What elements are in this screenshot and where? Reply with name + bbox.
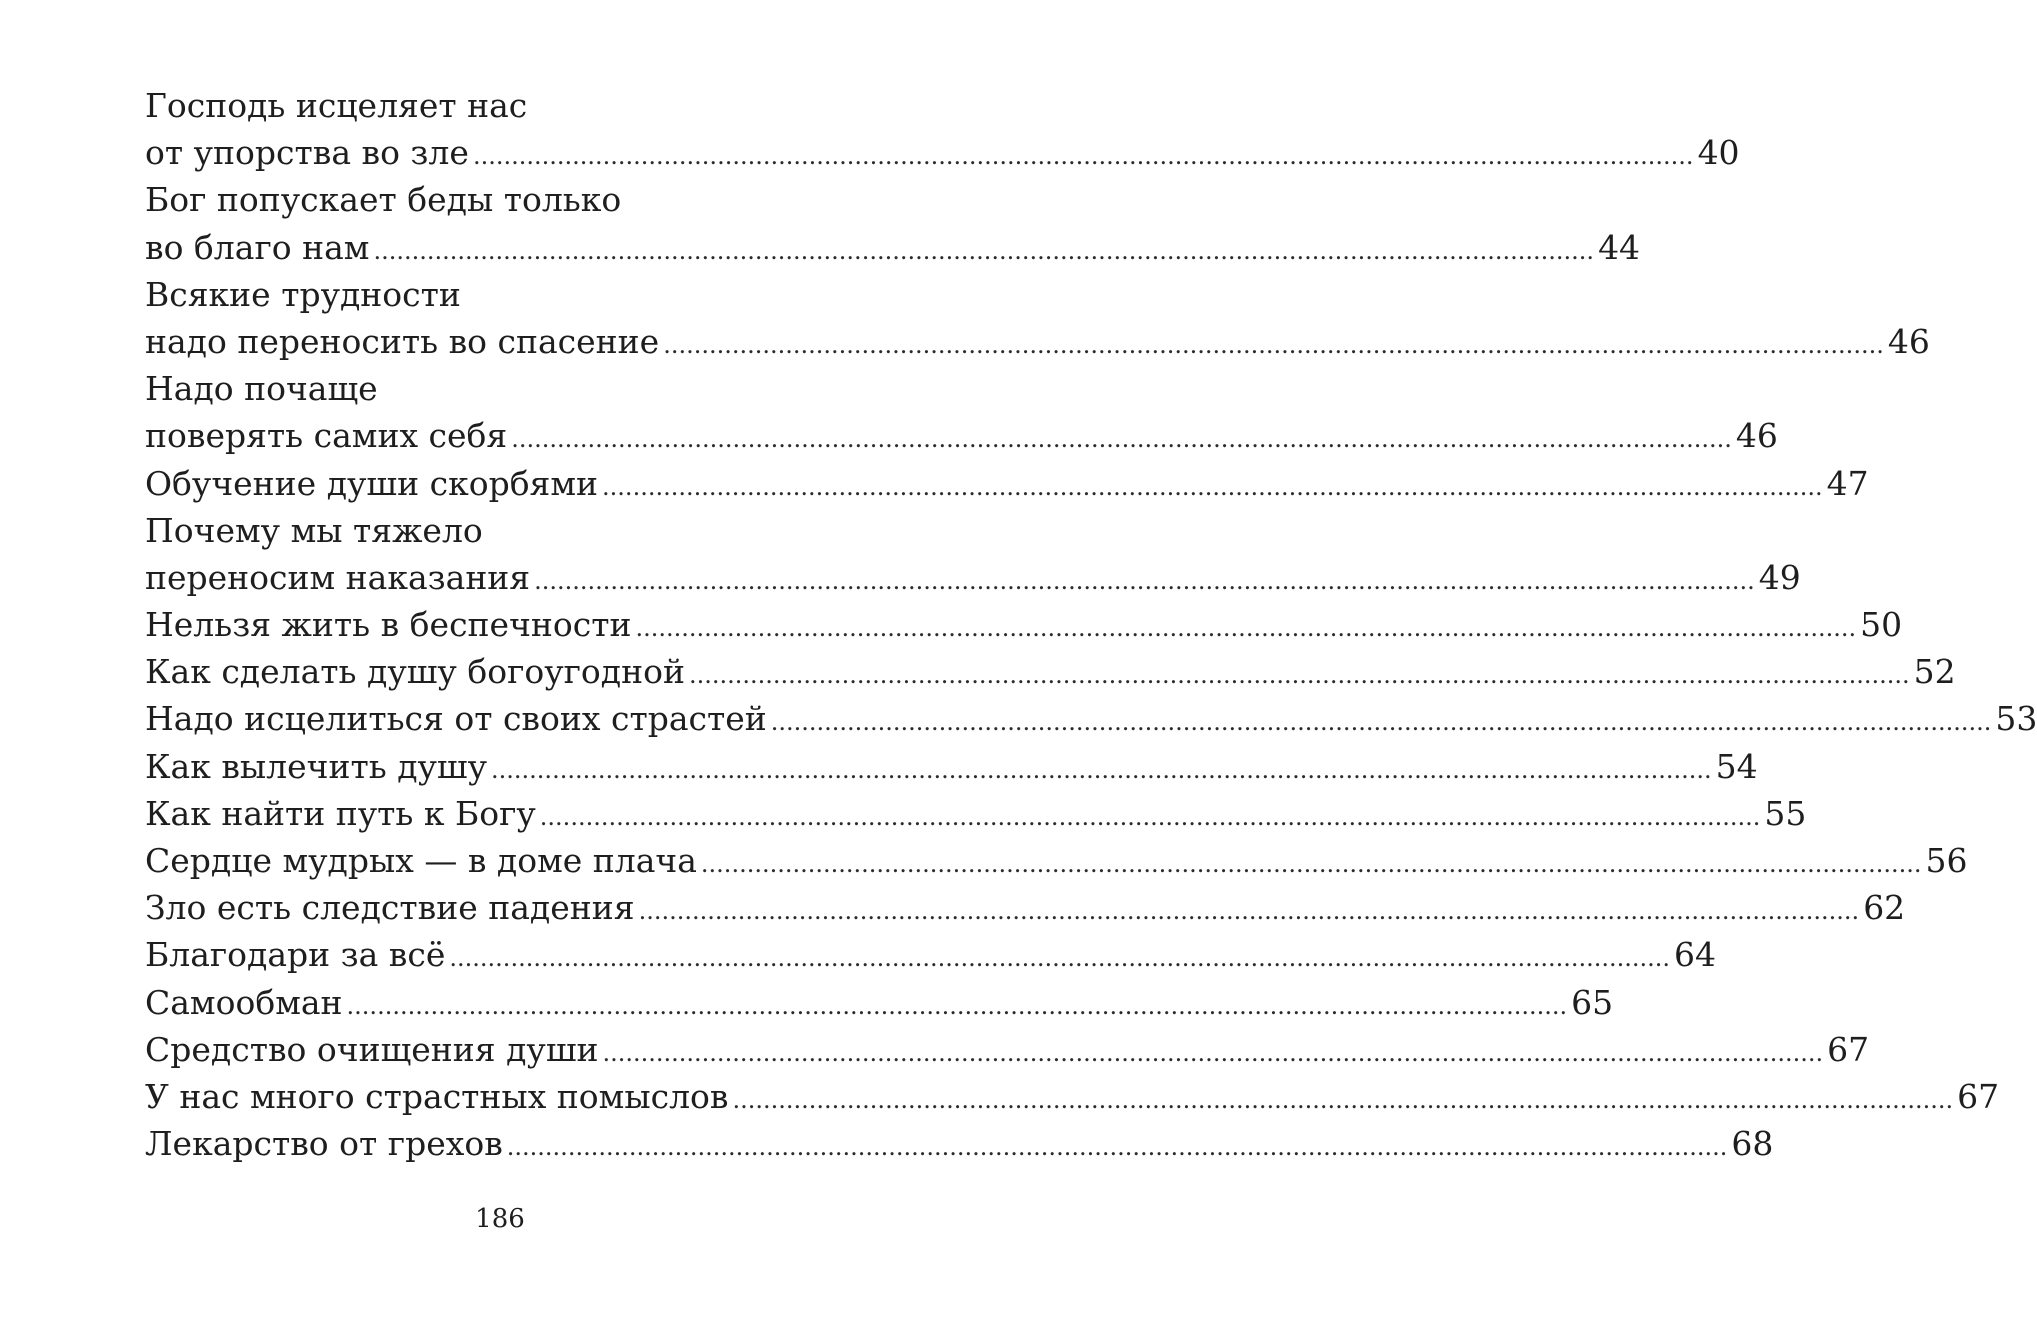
dot-leader: ................................................................................................................................................................ bbox=[511, 425, 1732, 454]
dot-leader: ................................................................................................................................................................ bbox=[770, 708, 1992, 737]
toc-entry-last-line bbox=[145, 837, 1968, 884]
toc-page-number: 64 bbox=[1674, 935, 1717, 975]
toc-entry bbox=[145, 979, 1614, 1026]
toc-entry-title-line: Зло есть следствие падения bbox=[145, 888, 635, 928]
dot-leader: ................................................................................................................................................................ bbox=[700, 850, 1922, 878]
toc-entry bbox=[145, 648, 1956, 695]
toc-page-number: 65 bbox=[1571, 982, 1614, 1022]
toc-entry-title-line: Надо почаще bbox=[145, 369, 378, 409]
toc-entry-title-line: Надо исцелиться от своих страстей bbox=[145, 699, 767, 739]
dot-leader: ................................................................................................................................................................ bbox=[732, 1085, 1954, 1114]
toc-page-number: 46 bbox=[1887, 321, 1930, 361]
dot-leader: ................................................................................................................................................................ bbox=[491, 755, 1712, 784]
toc-entry-title-line: Как вылечить душу bbox=[145, 746, 488, 786]
toc-entry bbox=[145, 507, 1801, 601]
toc-page-number: 46 bbox=[1735, 416, 1778, 456]
table-of-contents bbox=[145, 82, 2037, 1167]
toc-entry bbox=[145, 695, 2037, 742]
toc-entry-last-line bbox=[145, 554, 1801, 601]
toc-entry-last-line bbox=[145, 601, 1903, 648]
toc-page-number: 53 bbox=[1995, 699, 2037, 739]
toc-page-number: 62 bbox=[1863, 888, 1906, 928]
toc-page-number: 54 bbox=[1715, 746, 1758, 786]
dot-leader: ................................................................................................................................................................ bbox=[602, 1038, 1824, 1067]
toc-entry bbox=[145, 601, 1903, 648]
toc-page-number: 56 bbox=[1925, 841, 1968, 880]
toc-entry-title-line: Обучение души скорбями bbox=[145, 463, 599, 503]
toc-entry-last-line bbox=[145, 1026, 1870, 1073]
page-number-footer: 186 bbox=[475, 1204, 525, 1234]
toc-entry-last-line bbox=[145, 460, 1869, 507]
toc-entry-last-line bbox=[145, 224, 1641, 271]
toc-entry bbox=[145, 460, 1869, 507]
toc-page-number: 40 bbox=[1697, 133, 1740, 173]
toc-entry-last-line bbox=[145, 695, 2037, 742]
toc-page-number: 47 bbox=[1826, 463, 1869, 503]
toc-entry-title-line: Всякие трудности bbox=[145, 274, 461, 314]
toc-entry-last-line bbox=[145, 1073, 2000, 1120]
toc-entry bbox=[145, 884, 1906, 931]
dot-leader: ................................................................................................................................................................ bbox=[506, 1133, 1728, 1162]
dot-leader: ................................................................................................................................................................ bbox=[638, 897, 1860, 926]
toc-entry bbox=[145, 1026, 1870, 1073]
toc-page-number: 68 bbox=[1731, 1124, 1774, 1164]
toc-entry bbox=[145, 271, 1930, 365]
toc-page-number: 67 bbox=[1827, 1029, 1870, 1069]
toc-page-number: 44 bbox=[1598, 227, 1641, 267]
toc-page-number: 52 bbox=[1913, 652, 1956, 692]
toc-entry-last-line bbox=[145, 884, 1906, 931]
toc-page-number: 67 bbox=[1957, 1076, 2000, 1116]
dot-leader: ................................................................................................................................................................ bbox=[539, 802, 1761, 831]
toc-entry-last-line bbox=[145, 931, 1717, 978]
toc-entry-title-line: Благодари за всё bbox=[145, 935, 446, 975]
toc-page-number: 50 bbox=[1860, 605, 1903, 645]
toc-entry bbox=[145, 1073, 2000, 1120]
toc-entry bbox=[145, 837, 1968, 884]
toc-page-number: 55 bbox=[1764, 793, 1807, 833]
toc-entry-title-line: переносим наказания bbox=[145, 557, 531, 597]
dot-leader: ................................................................................................................................................................ bbox=[663, 330, 1884, 359]
toc-entry-title-line: Как сделать душу богоугодной bbox=[145, 652, 685, 692]
toc-entry-last-line bbox=[145, 743, 1758, 790]
toc-entry bbox=[145, 790, 1807, 837]
toc-entry bbox=[145, 176, 1641, 270]
toc-entry-title-line: Нельзя жить в беспечности bbox=[145, 605, 632, 645]
toc-entry-last-line bbox=[145, 979, 1614, 1026]
toc-entry bbox=[145, 365, 1778, 459]
dot-leader: ................................................................................................................................................................ bbox=[373, 236, 1595, 265]
toc-entry-title-line: Сердце мудрых — в доме плача bbox=[145, 841, 697, 880]
toc-entry-title-line: Бог попускает беды только bbox=[145, 180, 622, 220]
toc-entry-title-line: поверять самих себя bbox=[145, 416, 508, 456]
toc-entry-title-line: У нас много страстных помыслов bbox=[145, 1076, 729, 1116]
toc-entry-title-line: Почему мы тяжело bbox=[145, 510, 483, 550]
dot-leader: ................................................................................................................................................................ bbox=[346, 991, 1568, 1020]
dot-leader: ................................................................................................................................................................ bbox=[534, 566, 1755, 595]
toc-entry-last-line bbox=[145, 648, 1956, 695]
toc-entry-title-line: во благо нам bbox=[145, 227, 370, 267]
dot-leader: ................................................................................................................................................................ bbox=[472, 142, 1694, 171]
dot-leader: ................................................................................................................................................................ bbox=[602, 472, 1823, 501]
toc-entry-title-line: Как найти путь к Богу bbox=[145, 793, 536, 833]
toc-page-number: 49 bbox=[1758, 557, 1801, 597]
toc-entry bbox=[145, 931, 1717, 978]
toc-entry-last-line bbox=[145, 129, 1740, 176]
toc-entry-last-line bbox=[145, 318, 1930, 365]
toc-entry-last-line bbox=[145, 790, 1807, 837]
dot-leader: ................................................................................................................................................................ bbox=[635, 614, 1857, 643]
toc-entry-title-line: Средство очищения души bbox=[145, 1029, 599, 1069]
dot-leader: ................................................................................................................................................................ bbox=[449, 944, 1671, 973]
toc-entry-title-line: надо переносить во спасение bbox=[145, 321, 660, 361]
toc-entry-title-line: Господь исцеляет нас bbox=[145, 86, 528, 125]
toc-entry bbox=[145, 743, 1758, 790]
toc-entry-last-line bbox=[145, 412, 1778, 459]
toc-entry-title-line: Лекарство от грехов bbox=[145, 1124, 503, 1164]
dot-leader: ................................................................................................................................................................ bbox=[688, 661, 1910, 690]
toc-entry-title-line: от упорства во зле bbox=[145, 133, 469, 173]
toc-entry-last-line bbox=[145, 1120, 1774, 1167]
toc-entry-title-line: Самообман bbox=[145, 982, 343, 1022]
toc-entry bbox=[145, 82, 1740, 176]
toc-entry bbox=[145, 1120, 1774, 1167]
